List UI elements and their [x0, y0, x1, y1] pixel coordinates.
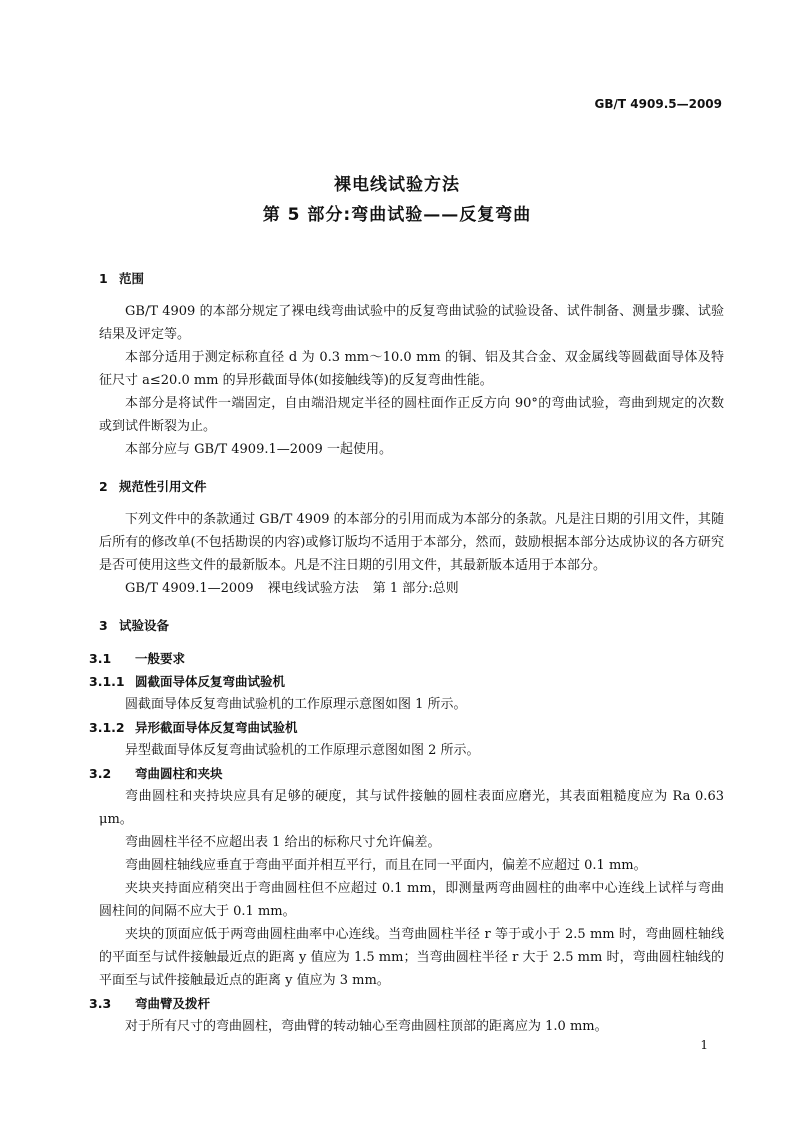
document-title: 裸电线试验方法: [334, 175, 460, 195]
section-number: 1: [99, 271, 108, 286]
subsection-3-1-heading: [89, 647, 724, 670]
paragraph: 本部分应与 GB/T 4909.1—2009 一起使用。: [125, 442, 392, 457]
subsection-number: 3.1.1: [89, 674, 125, 689]
paragraph: GB/T 4909 的本部分规定了裸电线弯曲试验中的反复弯曲试验的试验设备、试件制备、测量步骤、试验结果及评定等。: [99, 304, 724, 342]
paragraph: 本部分是将试件一端固定，自由端沿规定半径的圆柱面作正反方向 90°的弯曲试验，弯曲到规定的次数或到试件断裂为止。: [99, 396, 724, 434]
document-body: [89, 267, 724, 1038]
section-number: 2: [99, 479, 108, 494]
page-number: 1: [700, 1038, 708, 1052]
paragraph: 夹块的顶面应低于两弯曲圆柱曲率中心连线。当弯曲圆柱半径 r 等于或小于 2.5 mm 时，弯曲圆柱轴线的平面至与试件接触最近点的距离 y 值应为 1.5 mm；当弯曲圆柱半径 r 大于 2.5 mm 时，弯曲圆柱轴线的平面至与试件接触最近点的距离 y 值应为 3 mm。: [99, 927, 724, 988]
paragraph: 本部分适用于测定标称直径 d 为 0.3 mm～10.0 mm 的铜、铝及其合金、双金属线等圆截面导体及特征尺寸 a≤20.0 mm 的异形截面导体(如接触线等)的反复弯曲性能。: [99, 350, 724, 388]
paragraph: 下列文件中的条款通过 GB/T 4909 的本部分的引用而成为本部分的条款。凡是注日期的引用文件，其随后所有的修改单(不包括勘误的内容)或修订版均不适用于本部分，然而，鼓励根据本部分达成协议的各方研究是否可使用这些文件的最新版本。凡是不注日期的引用文件，其最新版本适用于本部分。: [99, 512, 724, 573]
subsection-3-1-2-heading: [89, 716, 724, 739]
subsection-number: 3.1: [89, 651, 112, 666]
paragraph: 圆截面导体反复弯曲试验机的工作原理示意图如图 1 所示。: [125, 697, 467, 712]
subsection-title: 异形截面导体反复弯曲试验机: [135, 720, 298, 735]
subsection-number: 3.2: [89, 766, 112, 781]
subsection-number: 3.3: [89, 996, 112, 1011]
paragraph: 弯曲圆柱轴线应垂直于弯曲平面并相互平行，而且在同一平面内，偏差不应超过 0.1 mm。: [125, 858, 647, 873]
section-number: 3: [99, 618, 108, 633]
subsection-3-1-1-heading: [89, 670, 724, 693]
reference-title: 裸电线试验方法: [267, 581, 359, 596]
subsection-number: 3.1.2: [89, 720, 125, 735]
section-title: 试验设备: [119, 618, 170, 633]
paragraph: 对于所有尺寸的弯曲圆柱，弯曲臂的转动轴心至弯曲圆柱顶部的距离应为 1.0 mm。: [125, 1019, 608, 1034]
subsection-3-3-heading: [89, 992, 724, 1015]
section-3-heading: [99, 614, 724, 637]
subsection-title: 弯曲圆柱和夹块: [135, 766, 223, 781]
reference-code: GB/T 4909.1—2009: [125, 581, 254, 596]
section-title: 规范性引用文件: [119, 479, 207, 494]
paragraph: 异型截面导体反复弯曲试验机的工作原理示意图如图 2 所示。: [125, 743, 480, 758]
subsection-title: 弯曲臂及拨杆: [135, 996, 211, 1011]
standard-code: GB/T 4909.5—2009: [594, 97, 722, 111]
subsection-3-2-heading: [89, 762, 724, 785]
reference-part: 第 1 部分:总则: [372, 581, 459, 596]
section-2-heading: [99, 475, 724, 498]
document-subtitle: 第 5 部分:弯曲试验——反复弯曲: [262, 205, 532, 225]
subsection-title: 圆截面导体反复弯曲试验机: [135, 674, 286, 689]
subsection-title: 一般要求: [135, 651, 186, 666]
paragraph: 弯曲圆柱半径不应超出表 1 给出的标称尺寸允许偏差。: [125, 835, 441, 850]
section-1-heading: [99, 267, 724, 290]
section-title: 范围: [119, 271, 145, 286]
normative-reference: [99, 577, 724, 600]
paragraph: 弯曲圆柱和夹持块应具有足够的硬度，其与试件接触的圆柱表面应磨光，其表面粗糙度应为 Ra 0.63 μm。: [99, 789, 724, 827]
paragraph: 夹块夹持面应稍突出于弯曲圆柱但不应超过 0.1 mm，即测量两弯曲圆柱的曲率中心连线上试样与弯曲圆柱间的间隔不应大于 0.1 mm。: [99, 881, 724, 919]
